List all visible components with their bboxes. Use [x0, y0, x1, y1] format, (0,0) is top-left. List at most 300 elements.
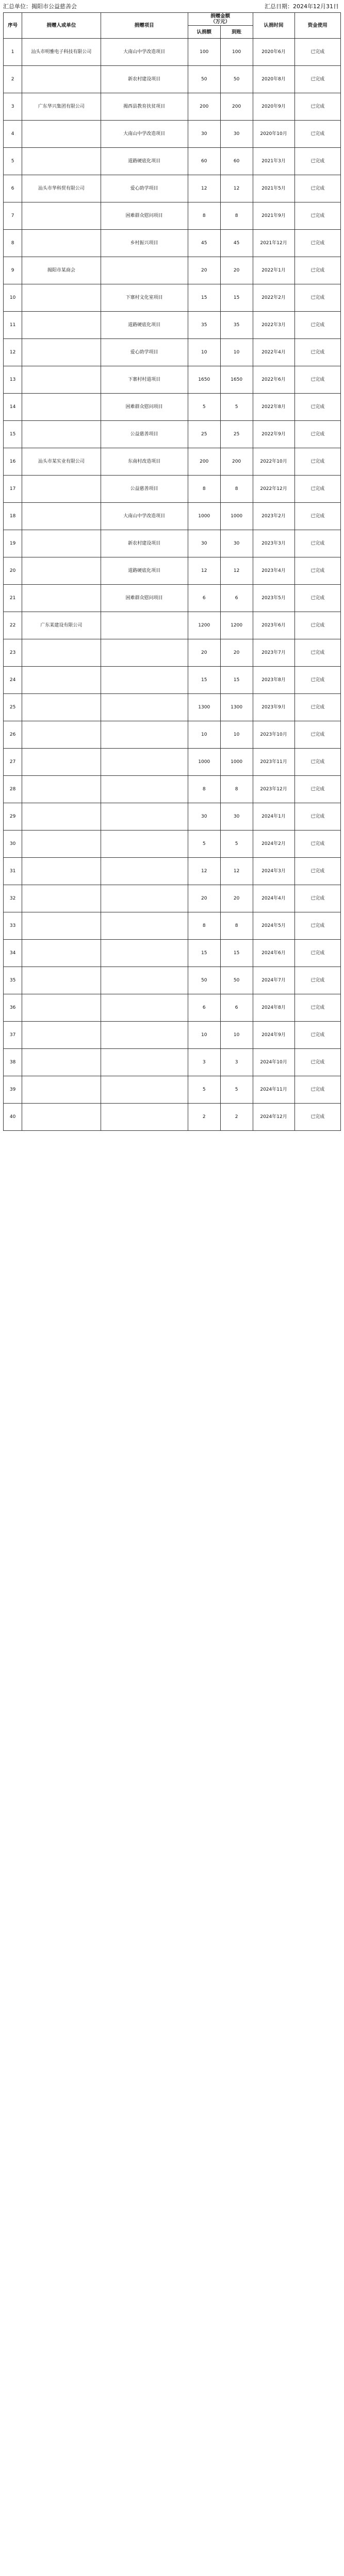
cell-no: 6 — [4, 175, 22, 202]
amount-group-label: 捐赠金额 — [210, 13, 231, 19]
cell-pledged: 5 — [188, 1076, 220, 1104]
cell-pledged: 100 — [188, 39, 220, 66]
cell-no: 38 — [4, 1049, 22, 1076]
cell-pledged: 10 — [188, 339, 220, 366]
cell-received: 10 — [220, 1022, 253, 1049]
table-row — [4, 421, 341, 448]
cell-status: 已完成 — [294, 284, 340, 312]
table-row — [4, 503, 341, 530]
cell-status: 已完成 — [294, 994, 340, 1022]
col-no: 序号 — [4, 13, 22, 39]
cell-status: 已完成 — [294, 230, 340, 257]
cell-received: 8 — [220, 776, 253, 803]
cell-no: 24 — [4, 667, 22, 694]
cell-received: 8 — [220, 202, 253, 230]
cell-pledged: 1300 — [188, 694, 220, 721]
cell-project — [101, 1076, 188, 1104]
cell-project: 下寨村村道项目 — [101, 366, 188, 394]
table-row — [4, 121, 341, 148]
org-label: 汇总单位：揭阳市公益慈善会 — [3, 3, 77, 10]
cell-donor — [22, 667, 101, 694]
cell-donor — [22, 1049, 101, 1076]
amount-unit-label: （万元） — [210, 19, 231, 25]
cell-donor — [22, 831, 101, 858]
cell-donor — [22, 749, 101, 776]
cell-no: 31 — [4, 858, 22, 885]
cell-status: 已完成 — [294, 121, 340, 148]
cell-date: 2020年8月 — [253, 66, 294, 93]
table-row — [4, 694, 341, 721]
cell-status: 已完成 — [294, 530, 340, 557]
cell-donor — [22, 66, 101, 93]
cell-project — [101, 858, 188, 885]
cell-date: 2022年4月 — [253, 339, 294, 366]
cell-donor — [22, 1076, 101, 1104]
cell-pledged: 30 — [188, 121, 220, 148]
cell-no: 23 — [4, 639, 22, 667]
cell-received: 15 — [220, 667, 253, 694]
cell-date: 2022年3月 — [253, 312, 294, 339]
cell-pledged: 10 — [188, 721, 220, 749]
cell-no: 7 — [4, 202, 22, 230]
table-row — [4, 721, 341, 749]
cell-no: 29 — [4, 803, 22, 831]
table-row — [4, 776, 341, 803]
cell-no: 18 — [4, 503, 22, 530]
cell-project — [101, 721, 188, 749]
cell-pledged: 2 — [188, 1104, 220, 1131]
cell-project: 大南山中学改造项目 — [101, 39, 188, 66]
cell-pledged: 30 — [188, 803, 220, 831]
cell-received: 1200 — [220, 612, 253, 639]
cell-status: 已完成 — [294, 39, 340, 66]
cell-project — [101, 803, 188, 831]
cell-date: 2024年6月 — [253, 940, 294, 967]
table-row — [4, 394, 341, 421]
cell-no: 37 — [4, 1022, 22, 1049]
cell-project: 公益慈善项目 — [101, 421, 188, 448]
cell-project — [101, 694, 188, 721]
cell-pledged: 8 — [188, 912, 220, 940]
date-label: 汇总日期：2024年12月31日 — [265, 3, 339, 10]
cell-status: 已完成 — [294, 175, 340, 202]
cell-donor — [22, 940, 101, 967]
document-page — [0, 0, 344, 1136]
cell-received: 100 — [220, 39, 253, 66]
cell-status: 已完成 — [294, 202, 340, 230]
table-row — [4, 312, 341, 339]
cell-pledged: 15 — [188, 940, 220, 967]
table-row — [4, 1022, 341, 1049]
cell-date: 2023年5月 — [253, 585, 294, 612]
cell-date: 2022年6月 — [253, 366, 294, 394]
cell-date: 2023年12月 — [253, 776, 294, 803]
cell-pledged: 12 — [188, 175, 220, 202]
col-amount-group — [188, 13, 253, 26]
cell-status: 已完成 — [294, 749, 340, 776]
cell-date: 2022年12月 — [253, 476, 294, 503]
cell-status: 已完成 — [294, 476, 340, 503]
cell-date: 2021年3月 — [253, 148, 294, 175]
cell-project: 乡村振兴项目 — [101, 230, 188, 257]
cell-status: 已完成 — [294, 1104, 340, 1131]
cell-project — [101, 1104, 188, 1131]
cell-no: 35 — [4, 967, 22, 994]
cell-date: 2023年7月 — [253, 639, 294, 667]
cell-project: 大南山中学改造项目 — [101, 121, 188, 148]
cell-project: 道路硬底化项目 — [101, 557, 188, 585]
table-row — [4, 202, 341, 230]
cell-no: 17 — [4, 476, 22, 503]
cell-pledged: 20 — [188, 257, 220, 284]
table-row — [4, 639, 341, 667]
cell-donor — [22, 776, 101, 803]
cell-received: 25 — [220, 421, 253, 448]
table-row — [4, 366, 341, 394]
cell-received: 5 — [220, 394, 253, 421]
cell-pledged: 15 — [188, 284, 220, 312]
cell-received: 10 — [220, 339, 253, 366]
cell-date: 2024年4月 — [253, 885, 294, 912]
cell-donor — [22, 366, 101, 394]
cell-no: 9 — [4, 257, 22, 284]
cell-status: 已完成 — [294, 1022, 340, 1049]
cell-pledged: 50 — [188, 967, 220, 994]
cell-date: 2020年10月 — [253, 121, 294, 148]
cell-no: 20 — [4, 557, 22, 585]
cell-date: 2024年12月 — [253, 1104, 294, 1131]
cell-project: 新农村建设项目 — [101, 66, 188, 93]
col-project: 捐赠项目 — [101, 13, 188, 39]
table-row — [4, 585, 341, 612]
cell-received: 30 — [220, 803, 253, 831]
cell-donor — [22, 885, 101, 912]
cell-received: 12 — [220, 858, 253, 885]
cell-project — [101, 257, 188, 284]
cell-received: 1000 — [220, 749, 253, 776]
cell-donor — [22, 284, 101, 312]
cell-no: 15 — [4, 421, 22, 448]
cell-donor — [22, 994, 101, 1022]
cell-date: 2024年11月 — [253, 1076, 294, 1104]
table-row — [4, 912, 341, 940]
table-row — [4, 530, 341, 557]
cell-donor — [22, 912, 101, 940]
cell-date: 2024年2月 — [253, 831, 294, 858]
cell-no: 34 — [4, 940, 22, 967]
cell-status: 已完成 — [294, 312, 340, 339]
cell-received: 5 — [220, 1076, 253, 1104]
cell-received: 6 — [220, 585, 253, 612]
cell-date: 2023年10月 — [253, 721, 294, 749]
cell-project — [101, 940, 188, 967]
cell-received: 10 — [220, 721, 253, 749]
cell-status: 已完成 — [294, 885, 340, 912]
cell-received: 20 — [220, 885, 253, 912]
cell-no: 21 — [4, 585, 22, 612]
table-row — [4, 148, 341, 175]
col-date: 认捐时间 — [253, 13, 294, 39]
cell-pledged: 1650 — [188, 366, 220, 394]
cell-no: 4 — [4, 121, 22, 148]
cell-received: 15 — [220, 940, 253, 967]
cell-date: 2023年8月 — [253, 667, 294, 694]
cell-status: 已完成 — [294, 940, 340, 967]
cell-status: 已完成 — [294, 612, 340, 639]
cell-received: 200 — [220, 448, 253, 476]
col-pledged: 认捐额 — [188, 26, 220, 39]
cell-date: 2024年5月 — [253, 912, 294, 940]
cell-project: 新农村建设项目 — [101, 530, 188, 557]
cell-date: 2021年9月 — [253, 202, 294, 230]
cell-pledged: 5 — [188, 831, 220, 858]
cell-no: 39 — [4, 1076, 22, 1104]
cell-received: 20 — [220, 639, 253, 667]
cell-project: 下寨村文化室项目 — [101, 284, 188, 312]
cell-received: 15 — [220, 284, 253, 312]
cell-pledged: 6 — [188, 585, 220, 612]
cell-status: 已完成 — [294, 694, 340, 721]
table-row — [4, 476, 341, 503]
cell-no: 27 — [4, 749, 22, 776]
cell-status: 已完成 — [294, 667, 340, 694]
table-row — [4, 448, 341, 476]
cell-no: 5 — [4, 148, 22, 175]
cell-pledged: 60 — [188, 148, 220, 175]
cell-date: 2024年7月 — [253, 967, 294, 994]
cell-date: 2023年11月 — [253, 749, 294, 776]
cell-received: 1650 — [220, 366, 253, 394]
table-row — [4, 803, 341, 831]
cell-pledged: 8 — [188, 776, 220, 803]
cell-status: 已完成 — [294, 557, 340, 585]
cell-received: 2 — [220, 1104, 253, 1131]
cell-pledged: 1000 — [188, 749, 220, 776]
cell-date: 2023年6月 — [253, 612, 294, 639]
col-received: 到账 — [220, 26, 253, 39]
table-row — [4, 994, 341, 1022]
cell-no: 2 — [4, 66, 22, 93]
cell-project: 困难群众慰问项目 — [101, 202, 188, 230]
table-row — [4, 1076, 341, 1104]
cell-donor — [22, 1104, 101, 1131]
cell-no: 28 — [4, 776, 22, 803]
cell-no: 12 — [4, 339, 22, 366]
cell-donor — [22, 557, 101, 585]
cell-pledged: 200 — [188, 448, 220, 476]
cell-status: 已完成 — [294, 339, 340, 366]
cell-date: 2023年2月 — [253, 503, 294, 530]
table-row — [4, 339, 341, 366]
cell-date: 2023年3月 — [253, 530, 294, 557]
cell-date: 2024年9月 — [253, 1022, 294, 1049]
cell-donor — [22, 421, 101, 448]
cell-received: 8 — [220, 912, 253, 940]
cell-status: 已完成 — [294, 967, 340, 994]
cell-project: 公益慈善项目 — [101, 476, 188, 503]
cell-donor — [22, 694, 101, 721]
cell-status: 已完成 — [294, 257, 340, 284]
cell-donor — [22, 121, 101, 148]
cell-project: 道路硬底化项目 — [101, 148, 188, 175]
table-row — [4, 257, 341, 284]
table-row — [4, 66, 341, 93]
cell-received: 60 — [220, 148, 253, 175]
cell-date: 2024年1月 — [253, 803, 294, 831]
cell-no: 22 — [4, 612, 22, 639]
cell-donor — [22, 585, 101, 612]
cell-project: 揭西县教育扶贫项目 — [101, 93, 188, 121]
table-row — [4, 831, 341, 858]
cell-date: 2021年12月 — [253, 230, 294, 257]
cell-no: 30 — [4, 831, 22, 858]
table-body — [4, 39, 341, 1131]
cell-status: 已完成 — [294, 503, 340, 530]
cell-received: 12 — [220, 557, 253, 585]
cell-received: 1300 — [220, 694, 253, 721]
cell-date: 2023年4月 — [253, 557, 294, 585]
cell-no: 32 — [4, 885, 22, 912]
cell-donor — [22, 202, 101, 230]
cell-status: 已完成 — [294, 831, 340, 858]
table-row — [4, 940, 341, 967]
cell-pledged: 8 — [188, 476, 220, 503]
cell-donor: 广东某建设有限公司 — [22, 612, 101, 639]
cell-no: 19 — [4, 530, 22, 557]
cell-received: 30 — [220, 121, 253, 148]
cell-donor — [22, 721, 101, 749]
cell-project — [101, 667, 188, 694]
cell-status: 已完成 — [294, 803, 340, 831]
cell-received: 12 — [220, 175, 253, 202]
cell-pledged: 20 — [188, 639, 220, 667]
cell-status: 已完成 — [294, 912, 340, 940]
cell-pledged: 50 — [188, 66, 220, 93]
cell-date: 2022年2月 — [253, 284, 294, 312]
cell-date: 2022年9月 — [253, 421, 294, 448]
cell-donor — [22, 394, 101, 421]
cell-status: 已完成 — [294, 448, 340, 476]
cell-pledged: 12 — [188, 557, 220, 585]
cell-date: 2020年6月 — [253, 39, 294, 66]
table-row — [4, 175, 341, 202]
cell-status: 已完成 — [294, 1076, 340, 1104]
cell-pledged: 35 — [188, 312, 220, 339]
cell-status: 已完成 — [294, 858, 340, 885]
table-row — [4, 230, 341, 257]
cell-status: 已完成 — [294, 639, 340, 667]
cell-pledged: 3 — [188, 1049, 220, 1076]
cell-donor — [22, 476, 101, 503]
cell-project — [101, 776, 188, 803]
cell-date: 2022年8月 — [253, 394, 294, 421]
cell-received: 5 — [220, 831, 253, 858]
table-row — [4, 612, 341, 639]
cell-pledged: 12 — [188, 858, 220, 885]
cell-status: 已完成 — [294, 721, 340, 749]
cell-date: 2022年10月 — [253, 448, 294, 476]
table-row — [4, 1049, 341, 1076]
cell-project: 困难群众慰问项目 — [101, 585, 188, 612]
cell-project — [101, 1022, 188, 1049]
cell-received: 50 — [220, 66, 253, 93]
cell-status: 已完成 — [294, 66, 340, 93]
cell-no: 13 — [4, 366, 22, 394]
cell-status: 已完成 — [294, 394, 340, 421]
cell-donor — [22, 639, 101, 667]
cell-received: 45 — [220, 230, 253, 257]
cell-project — [101, 831, 188, 858]
cell-date: 2024年8月 — [253, 994, 294, 1022]
table-row — [4, 967, 341, 994]
document-header — [0, 0, 344, 12]
cell-pledged: 1200 — [188, 612, 220, 639]
table-header — [4, 13, 341, 39]
cell-pledged: 45 — [188, 230, 220, 257]
cell-received: 20 — [220, 257, 253, 284]
cell-pledged: 6 — [188, 994, 220, 1022]
cell-no: 1 — [4, 39, 22, 66]
cell-pledged: 5 — [188, 394, 220, 421]
table-row — [4, 667, 341, 694]
cell-project — [101, 912, 188, 940]
cell-project: 大南山中学改造项目 — [101, 503, 188, 530]
cell-status: 已完成 — [294, 93, 340, 121]
cell-pledged: 15 — [188, 667, 220, 694]
cell-no: 8 — [4, 230, 22, 257]
table-row — [4, 39, 341, 66]
cell-project: 爱心助学项目 — [101, 339, 188, 366]
cell-received: 30 — [220, 530, 253, 557]
cell-no: 3 — [4, 93, 22, 121]
cell-received: 1000 — [220, 503, 253, 530]
cell-donor: 汕头市明雅电子科技有限公司 — [22, 39, 101, 66]
cell-donor — [22, 503, 101, 530]
cell-donor: 汕头市华科贸有限公司 — [22, 175, 101, 202]
cell-donor — [22, 148, 101, 175]
cell-project: 道路硬底化项目 — [101, 312, 188, 339]
table-row — [4, 885, 341, 912]
cell-pledged: 8 — [188, 202, 220, 230]
cell-donor — [22, 312, 101, 339]
cell-no: 26 — [4, 721, 22, 749]
cell-no: 14 — [4, 394, 22, 421]
table-row — [4, 284, 341, 312]
cell-status: 已完成 — [294, 776, 340, 803]
cell-project: 爱心助学项目 — [101, 175, 188, 202]
table-row — [4, 749, 341, 776]
cell-project — [101, 994, 188, 1022]
cell-received: 50 — [220, 967, 253, 994]
cell-no: 40 — [4, 1104, 22, 1131]
cell-donor: 汕头市某实业有限公司 — [22, 448, 101, 476]
cell-donor — [22, 1022, 101, 1049]
cell-project: 东南村改造项目 — [101, 448, 188, 476]
cell-status: 已完成 — [294, 585, 340, 612]
cell-date: 2023年9月 — [253, 694, 294, 721]
cell-project — [101, 885, 188, 912]
cell-no: 10 — [4, 284, 22, 312]
cell-pledged: 1000 — [188, 503, 220, 530]
cell-pledged: 25 — [188, 421, 220, 448]
cell-received: 200 — [220, 93, 253, 121]
cell-no: 33 — [4, 912, 22, 940]
cell-project — [101, 612, 188, 639]
cell-donor — [22, 858, 101, 885]
cell-no: 16 — [4, 448, 22, 476]
cell-date: 2024年10月 — [253, 1049, 294, 1076]
cell-date: 2021年5月 — [253, 175, 294, 202]
